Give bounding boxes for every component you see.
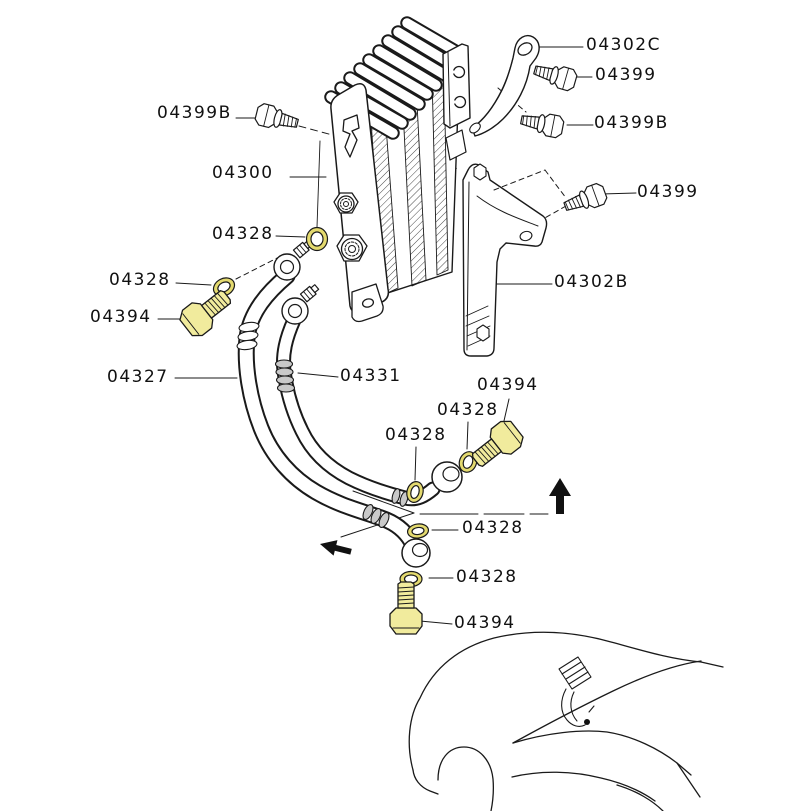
part-label-04399b-left: 04399B [157,103,232,123]
banjo-eye-04327 [402,539,430,567]
part-label-04394-mid: 04394 [477,375,539,395]
part-label-04394-bottom: 04394 [454,613,516,633]
oil-cooler-drawing [331,23,470,322]
part-label-04328-left: 04328 [109,270,171,290]
o-ring-04328-5 [407,523,430,540]
direction-arrow-left [318,536,353,559]
part-label-04328-mid-1: 04328 [437,400,499,420]
bolt-04399-mid [562,182,609,217]
hose-sleeve-ribbed [236,321,259,351]
direction-arrow-up [549,478,571,514]
part-label-04328-port: 04328 [212,224,274,244]
hose-fitting-upper [274,239,313,280]
part-label-04399-mid: 04399 [637,182,699,202]
bracket-04302b-drawing [463,164,566,356]
part-label-04328-low-1: 04328 [462,518,524,538]
part-label-04399b-right: 04399B [594,113,669,133]
bolt-04399-top [532,59,578,92]
part-label-04300: 04300 [212,163,274,183]
banjo-eye-04331 [432,462,462,492]
part-label-04327: 04327 [107,367,169,387]
part-label-04399-top: 04399 [595,65,657,85]
banjo-bolt-04394-bottom [390,582,422,634]
part-label-04331: 04331 [340,366,402,386]
part-label-04328-low-2: 04328 [456,567,518,587]
hose-04327-drawing [236,276,411,541]
part-label-04394-left: 04394 [90,307,152,327]
cooler-side-plate [443,44,470,160]
hose-fitting-lower [282,283,320,324]
part-label-04302b: 04302B [554,272,629,292]
bolt-04399b-right [519,109,564,139]
car-cooler-location-sketch [559,657,594,726]
o-ring-04328-1 [307,228,328,251]
car-body-sketch [409,632,723,811]
bolt-04399b-left [254,102,300,134]
part-label-04328-mid-2: 04328 [385,425,447,445]
wheel-arch [438,747,493,811]
part-label-04302c: 04302C [586,35,661,55]
